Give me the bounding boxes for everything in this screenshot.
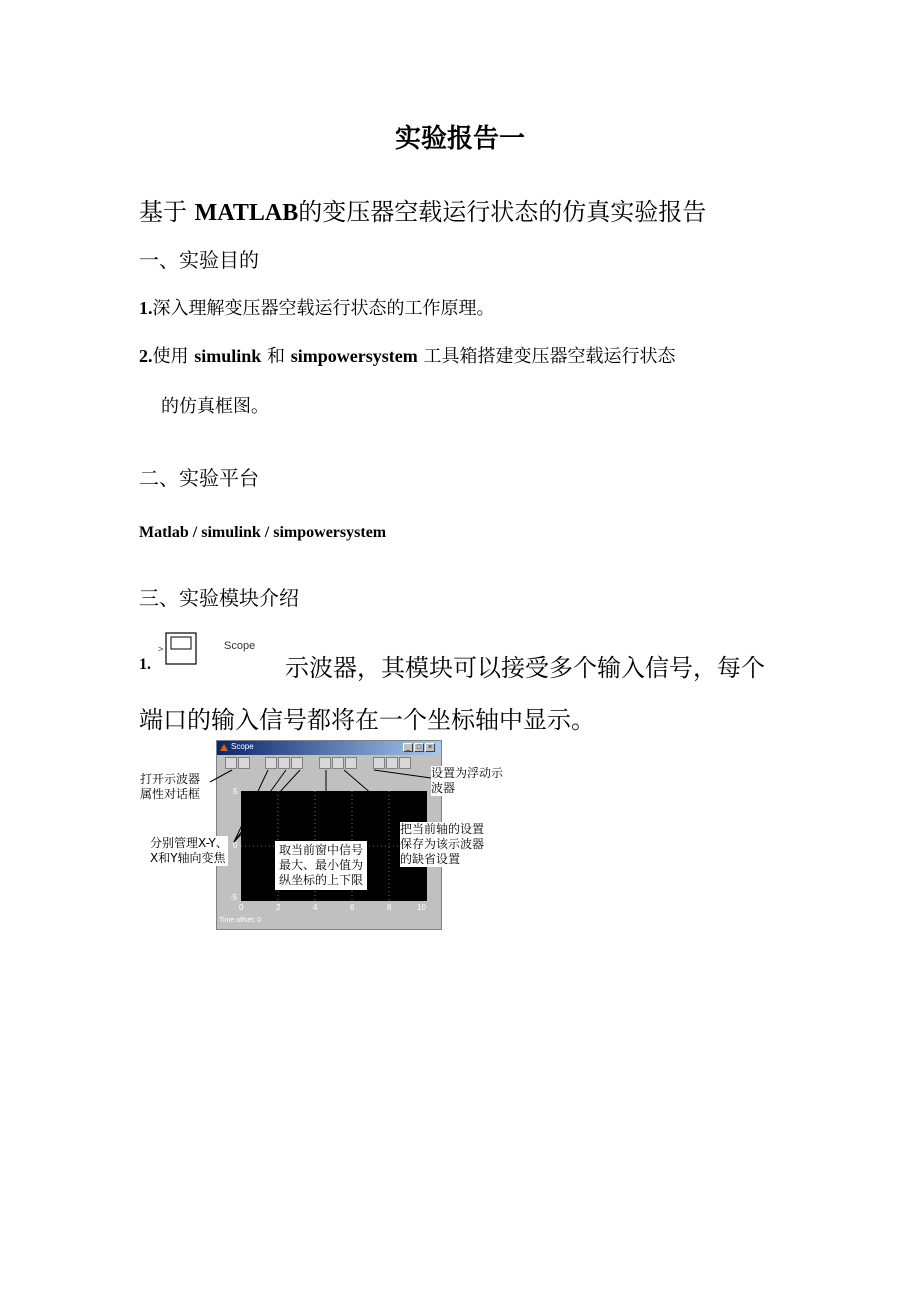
section-3-item-line-2: 端口的输入信号都将在一个坐标轴中显示。 <box>139 706 595 734</box>
section-3-heading: 三、实验模块介绍 <box>139 586 299 610</box>
maximize-icon[interactable]: □ <box>414 743 424 752</box>
callout-line: 最大、最小值为 <box>279 858 364 872</box>
x-tick-label: 0 <box>239 903 244 912</box>
subtitle-matlab: MATLAB <box>194 200 299 226</box>
callout-line: X和Y轴向变焦 <box>150 851 226 865</box>
callout-save-axes <box>400 822 484 867</box>
y-tick-label: 5 <box>233 787 238 796</box>
platform-text: Matlab / simulink / simpowersystem <box>139 524 387 541</box>
time-offset-label: Time offset: 0 <box>219 917 262 924</box>
y-tick-label: -5 <box>230 893 238 902</box>
subtitle-suffix: 的变压器空载运行状态的仿真实验报告 <box>298 198 707 226</box>
callout-autoscale <box>274 840 368 891</box>
x-tick-label: 10 <box>417 903 426 912</box>
callout-line: 设置为浮动示 <box>431 766 504 780</box>
x-tick-label: 8 <box>387 903 392 912</box>
window-title: Scope <box>231 742 254 751</box>
item-text: 深入理解变压器空载运行状态的工作原理。 <box>152 298 495 319</box>
callout-line: 纵坐标的上下限 <box>279 873 364 887</box>
x-tick-label: 2 <box>276 903 281 912</box>
x-tick-label: 6 <box>350 903 355 912</box>
callout-line: 取当前窗中信号 <box>279 843 364 857</box>
section-3-item-text: 示波器，其模块可以接受多个输入信号，每个 <box>285 654 765 682</box>
callout-line: 波器 <box>431 781 456 795</box>
item-text: 工具箱搭建变压器空载运行状态 <box>423 346 676 367</box>
section-2-heading: 二、实验平台 <box>139 466 259 490</box>
scope-block-label: Scope <box>224 640 256 652</box>
callout-line: 打开示波器 <box>140 772 201 786</box>
svg-text:>: > <box>158 644 164 654</box>
section-1-item-2-line-2: 的仿真框图。 <box>161 396 269 417</box>
minimize-icon[interactable]: _ <box>403 743 413 752</box>
callout-floating-scope <box>431 766 503 796</box>
callout-line: 保存为该示波器 <box>400 837 485 851</box>
callout-properties <box>140 772 200 802</box>
callout-line: 把当前轴的设置 <box>400 822 485 836</box>
item-bold: simulink <box>194 346 262 366</box>
x-tick-label: 4 <box>313 903 318 912</box>
item-number: 2. <box>139 346 153 366</box>
subtitle-prefix: 基于 <box>139 198 187 226</box>
callout-line: 分别管理X-Y、 <box>150 836 228 850</box>
item-bold: simpowersystem <box>290 346 418 366</box>
y-tick-label: 0 <box>233 841 238 850</box>
item-number: 1. <box>139 298 153 318</box>
document-title: 实验报告一 <box>394 124 525 154</box>
close-icon[interactable]: × <box>425 743 435 752</box>
item-text: 使用 <box>152 346 189 367</box>
item-text: 和 <box>267 346 286 367</box>
callout-line: 的缺省设置 <box>400 852 461 866</box>
section-1-heading: 一、实验目的 <box>139 248 259 272</box>
callout-line: 属性对话框 <box>140 787 201 801</box>
callout-zoom <box>150 836 228 866</box>
section-3-item-number: 1. <box>139 656 151 673</box>
